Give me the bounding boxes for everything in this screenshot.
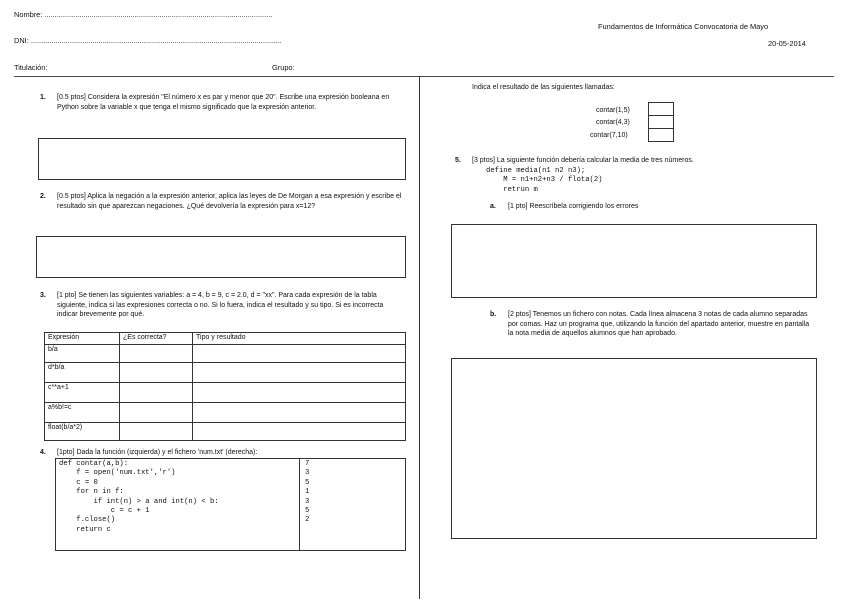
file-line: 2 <box>305 516 310 525</box>
file-line: 5 <box>305 478 310 487</box>
q5-number: 5. <box>455 157 461 164</box>
code-line: f = open('num.txt','r') <box>59 469 176 478</box>
q1-number: 1. <box>40 94 46 101</box>
code-line: def contar(a,b): <box>59 460 129 468</box>
table-cell-expression: c**a+1 <box>45 383 120 403</box>
code-line: c = 0 <box>59 478 98 487</box>
table-row <box>45 363 406 383</box>
code-line: for n in f: <box>59 488 124 497</box>
header-divider <box>14 76 834 77</box>
q2-answer-box[interactable] <box>36 236 406 278</box>
q4-text: [1pto] Dada la función (izquierda) y el fichero 'num.txt' (derecha): <box>57 449 258 456</box>
table-header-type-result: Tipo y resultado <box>193 333 406 345</box>
calls-intro: Indica el resultado de las siguientes llamadas: <box>472 84 615 91</box>
file-line: 3 <box>305 497 310 506</box>
file-line: 1 <box>305 488 310 497</box>
call-answer-box-1[interactable] <box>648 102 674 116</box>
table-cell-expression: b/a <box>45 345 120 363</box>
table-row <box>45 383 406 403</box>
table-header-expression: Expresión <box>45 333 120 345</box>
code-file-divider <box>299 458 300 551</box>
dni-field-label: DNI: .......................................................................................................................... <box>14 36 282 45</box>
call-answer-box-2[interactable] <box>648 115 674 129</box>
table-cell-result[interactable] <box>193 363 406 383</box>
table-cell-correct[interactable] <box>120 423 193 441</box>
table-row <box>45 423 406 441</box>
titulacion-label: Titulación: <box>14 63 48 72</box>
table-row <box>45 345 406 363</box>
q5b-answer-box[interactable] <box>451 358 817 539</box>
code-line: retrun m <box>486 185 538 194</box>
course-title: Fundamentos de Informática Convocatoria de Mayo <box>598 22 769 31</box>
contar-function-code <box>59 460 219 535</box>
q5a-text: [1 pto] Reescríbela corrigiendo los errores <box>508 203 639 210</box>
q1-text: [0.5 ptos] Considera la expresión "El número x es par y menor que 20". Escribe una expresión booleana en Python sobre la variable x que tenga el mismo significado que la expresión anterior. <box>57 94 390 111</box>
q3-text: [1 pto] Se tienen las siguientes variables: a = 4, b = 9, c = 2.0, d = "xx". Para cada expresión de la tabla siguiente, indica si las expresiones correcta o no. Si lo fuera, indica el resultado y su tipo. Si es incorrecta indicar brevemente por qué. <box>57 292 384 319</box>
table-cell-result[interactable] <box>193 383 406 403</box>
table-cell-result[interactable] <box>193 403 406 423</box>
q5a-label: a. <box>490 203 496 210</box>
table-cell-result[interactable] <box>193 345 406 363</box>
table-row <box>45 403 406 423</box>
call-label-1: contar(1,5) <box>596 107 630 114</box>
call-label-3: contar(7,10) <box>590 132 628 139</box>
table-cell-expression: float(b/a*2) <box>45 423 120 441</box>
name-field-label: Nombre: ............................................................................................................... <box>14 10 273 19</box>
table-cell-expression: a%b!=c <box>45 403 120 423</box>
expression-table <box>44 332 406 441</box>
code-line: c = c + 1 <box>59 506 150 515</box>
q2-number: 2. <box>40 193 46 200</box>
call-answer-box-3[interactable] <box>648 128 674 142</box>
q1-answer-box[interactable] <box>38 138 406 180</box>
table-header-correct: ¿Es correcta? <box>120 333 193 345</box>
code-line: if int(n) > a and int(n) < b: <box>59 497 219 506</box>
table-cell-correct[interactable] <box>120 345 193 363</box>
code-line: f.close() <box>59 516 116 525</box>
call-label-2: contar(4,3) <box>596 119 630 126</box>
q2-text: [0.5 ptos] Aplica la negación a la expresión anterior, aplica las leyes de De Morgan a esa expresión y escribe el resultado sin que aparezcan negaciones. ¿Qué devolvería la expresión para x=12? <box>57 193 402 210</box>
code-line: return c <box>59 525 111 534</box>
code-line: M = n1+n2+n3 / flota(2) <box>486 176 603 185</box>
file-line: 7 <box>305 460 310 468</box>
table-cell-correct[interactable] <box>120 363 193 383</box>
exam-date: 20-05-2014 <box>768 39 806 48</box>
media-function-code <box>486 167 602 195</box>
q4-number: 4. <box>40 449 46 456</box>
column-divider <box>419 77 420 599</box>
table-cell-result[interactable] <box>193 423 406 441</box>
q5a-answer-box[interactable] <box>451 224 817 298</box>
q3-number: 3. <box>40 292 46 299</box>
code-line: define media(n1 n2 n3); <box>486 167 586 175</box>
q5b-text: [2 ptos] Tenemos un fichero con notas. Cada línea almacena 3 notas de cada alumno separadas por comas. Haz un programa que, utilizando la función del apartado anterior, muestre en pantalla la nota media de aquellos alumnos que han aprobado. <box>508 311 810 338</box>
num-txt-file-content <box>305 460 309 526</box>
q5-text: [3 ptos] La siguiente función debería calcular la media de tres números. <box>472 157 694 164</box>
file-line: 5 <box>305 506 310 515</box>
table-cell-correct[interactable] <box>120 383 193 403</box>
table-cell-correct[interactable] <box>120 403 193 423</box>
file-line: 3 <box>305 469 310 478</box>
grupo-label: Grupo: <box>272 63 295 72</box>
q5b-label: b. <box>490 311 497 318</box>
table-cell-expression: d*b/a <box>45 363 120 383</box>
